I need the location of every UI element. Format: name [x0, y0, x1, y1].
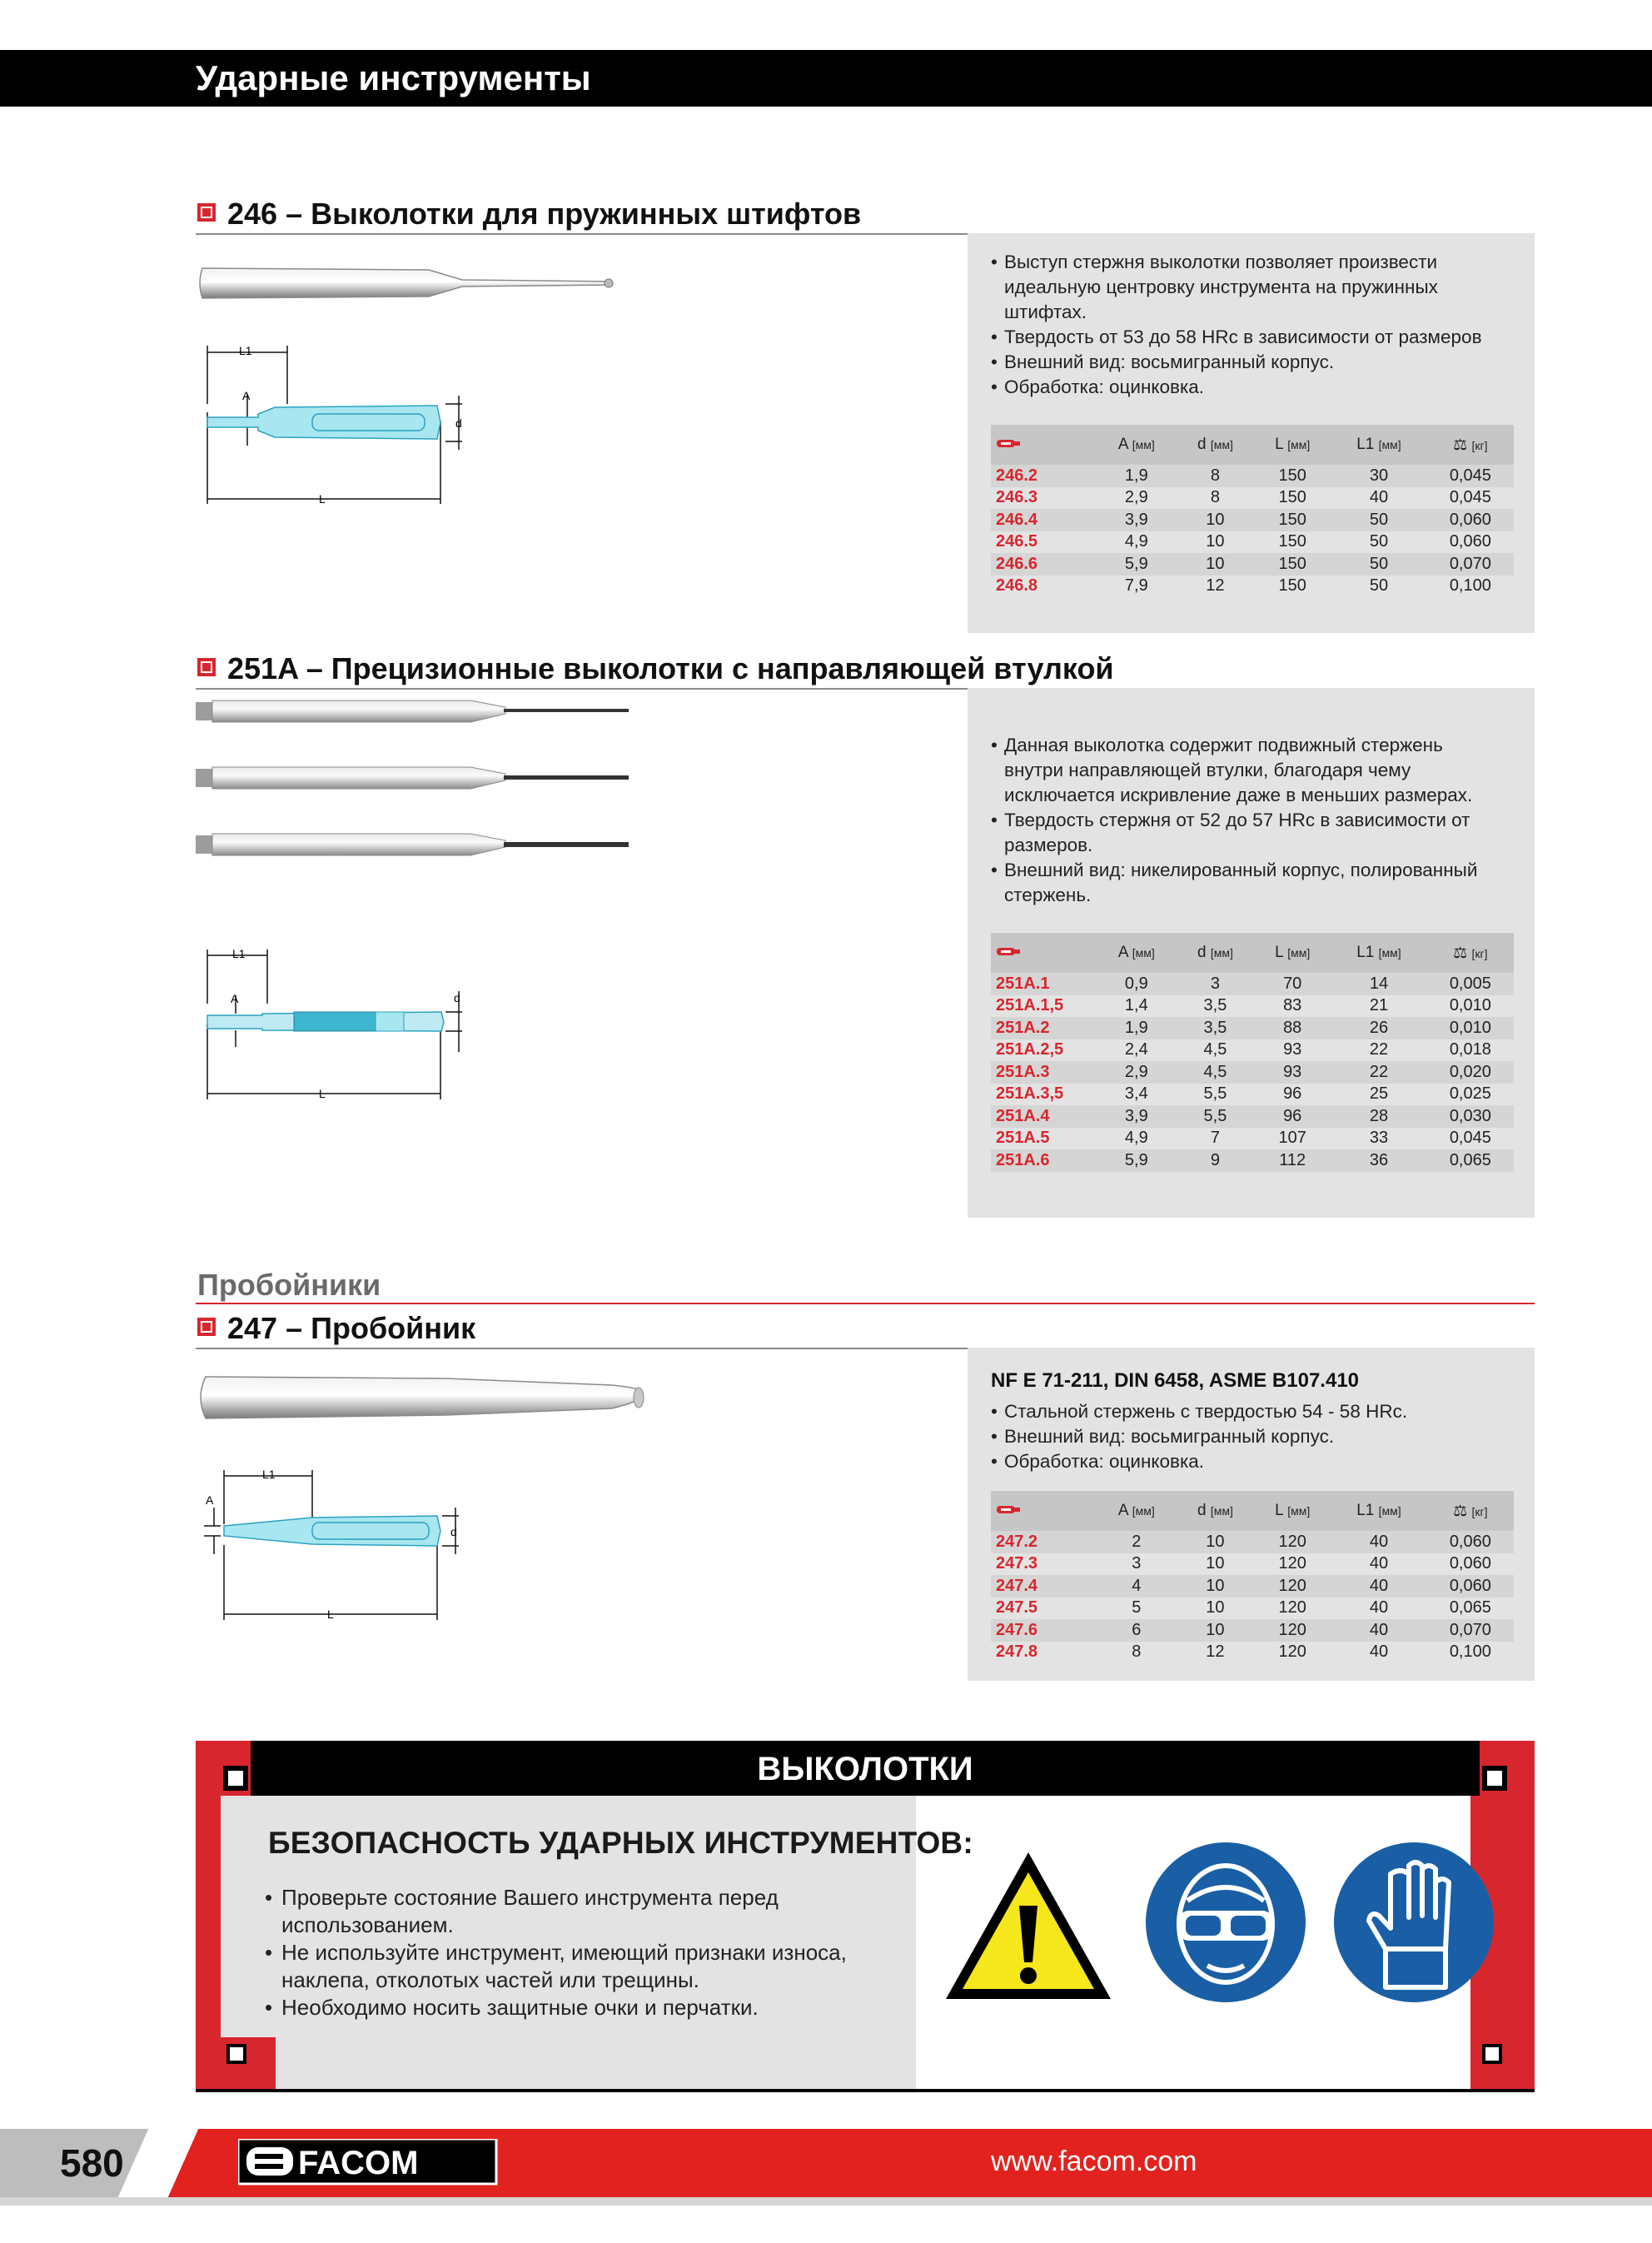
- info-panel-247: [968, 1348, 1535, 1681]
- feature-item: • Внешний вид: никелированный корпус, полированный стержень.: [991, 858, 1507, 908]
- feature-item: • Внешний вид: восьмигранный корпус.: [991, 350, 1524, 375]
- safety-item: • Проверьте состояние Вашего инструмента перед использованием.: [265, 1884, 914, 1939]
- category-title: Пробойники: [197, 1268, 381, 1302]
- col-header: d [мм]: [1177, 933, 1255, 973]
- table-row: 246.5 4,9 10 150 50 0,060: [991, 531, 1514, 554]
- info-panel-246: [968, 233, 1535, 633]
- safety-item: • Не используйте инструмент, имеющий признаки износа, наклепа, отколотых частей или трещины.: [265, 1939, 914, 1994]
- feature-item: • Внешний вид: восьмигранный корпус.: [991, 1424, 1507, 1449]
- table-row: 246.3 2,9 8 150 40 0,045: [991, 487, 1514, 510]
- page-title: Ударные инструменты: [196, 58, 591, 97]
- section-heading-247: [196, 1311, 1535, 1349]
- corner-decoration: [1482, 2044, 1502, 2064]
- col-header: L1 [мм]: [1331, 933, 1427, 973]
- table-row: 251A.3,5 3,4 5,5 96 25 0,025: [991, 1084, 1514, 1106]
- drawing-label-a: A: [231, 992, 239, 1005]
- table-row: 247.4 4 10 120 40 0,060: [991, 1575, 1514, 1598]
- spec-table-246: [991, 425, 1514, 597]
- drawing-label-l: L: [319, 1087, 326, 1100]
- drawing-label-l1: L1: [262, 1468, 276, 1481]
- safety-gloves-icon: [1332, 1841, 1495, 2004]
- table-row: 247.3 3 10 120 40 0,060: [991, 1553, 1514, 1576]
- col-header: d [мм]: [1177, 425, 1255, 465]
- table-row: 246.4 3,9 10 150 50 0,060: [991, 509, 1514, 531]
- tool-drawing-251a: [196, 945, 479, 1108]
- drawing-label-l: L: [319, 492, 326, 506]
- feature-item: • Обработка: оцинковка.: [991, 1449, 1507, 1474]
- warning-icon: [941, 1847, 1116, 2006]
- safety-list: [265, 1884, 914, 2021]
- col-header-weight: ⚖ [кг]: [1427, 933, 1514, 973]
- corner-decoration: [1487, 1771, 1502, 1786]
- table-row: 251A.1,5 1,4 3,5 83 21 0,010: [991, 995, 1514, 1018]
- table-row: 251A.6 5,9 9 112 36 0,065: [991, 1149, 1514, 1172]
- tool-photos-251a: [196, 695, 637, 887]
- drawing-label-d: d: [455, 416, 462, 430]
- col-header: L [мм]: [1254, 933, 1331, 973]
- corner-decoration: [228, 1771, 243, 1786]
- feature-item: • Обработка: оцинковка.: [991, 375, 1524, 400]
- table-row: 251A.5 4,9 7 107 33 0,045: [991, 1128, 1514, 1150]
- col-header: A [мм]: [1097, 425, 1177, 465]
- col-header: L1 [мм]: [1331, 1491, 1427, 1531]
- page-number: 580: [60, 2141, 124, 2185]
- feature-list-247: [991, 1399, 1507, 1474]
- drawing-label-l1: L1: [232, 947, 246, 960]
- section-title: 247 – Пробойник: [227, 1311, 476, 1345]
- col-header: L [мм]: [1254, 425, 1331, 465]
- col-header: L1 [мм]: [1331, 425, 1427, 465]
- tool-photo-247: [196, 1370, 645, 1428]
- weight-icon: ⚖: [1453, 436, 1468, 454]
- safety-item: • Необходимо носить защитные очки и перчатки.: [265, 1994, 914, 2021]
- feature-item: • Твердость стержня от 52 до 57 HRc в зависимости от размеров.: [991, 808, 1507, 858]
- table-row: 251A.4 3,9 5,5 96 28 0,030: [991, 1105, 1514, 1128]
- feature-item: • Выступ стержня выколотки позволяет произвести идеальную центровку инструмента на пружинных штифтах.: [991, 250, 1524, 325]
- weight-icon: ⚖: [1453, 1502, 1468, 1520]
- drawing-label-l1: L1: [239, 344, 252, 357]
- drawing-label-d: d: [450, 1525, 457, 1538]
- info-panel-251a: [968, 688, 1535, 1218]
- category-heading: [196, 1264, 1535, 1304]
- tool-drawing-246: [196, 337, 479, 512]
- corner-decoration: [226, 2044, 246, 2064]
- table-row: 247.2 2 10 120 40 0,060: [991, 1531, 1514, 1553]
- page-header-bar: [0, 50, 1652, 107]
- facom-logo: [238, 2139, 505, 2186]
- table-row: 247.5 5 10 120 40 0,065: [991, 1598, 1514, 1620]
- table-row: 247.6 6 10 120 40 0,070: [991, 1619, 1514, 1642]
- drawing-label-d: d: [454, 991, 460, 1004]
- feature-item: • Стальной стержень с твердостью 54 - 58 HRc.: [991, 1399, 1507, 1424]
- weight-icon: ⚖: [1453, 944, 1468, 962]
- safety-title: БЕЗОПАСНОСТЬ УДАРНЫХ ИНСТРУМЕНТОВ:: [268, 1826, 973, 1860]
- spec-table-251a: [991, 933, 1514, 1172]
- table-row: 247.8 8 12 120 40 0,100: [991, 1642, 1514, 1664]
- section-title: 246 – Выколотки для пружинных штифтов: [227, 197, 862, 231]
- brand-name: FACOM: [298, 2145, 419, 2181]
- col-header: L [мм]: [1254, 1491, 1331, 1531]
- feature-item: • Данная выколотка содержит подвижный стержень внутри направляющей втулки, благодаря чему исключается искривление даже в меньших размерах.: [991, 733, 1507, 808]
- section-bullet-icon: [197, 203, 216, 222]
- table-row: 246.2 1,9 8 150 30 0,045: [991, 465, 1514, 487]
- section-heading-246: [196, 197, 1535, 235]
- drawing-label-a: A: [242, 389, 251, 402]
- spec-table-247: [991, 1491, 1514, 1663]
- col-header: A [мм]: [1097, 1491, 1177, 1531]
- col-header-weight: ⚖ [кг]: [1427, 1491, 1514, 1531]
- safety-banner-title: ВЫКОЛОТКИ: [757, 1751, 973, 1787]
- corner-decoration: [1470, 2037, 1535, 2089]
- safety-goggles-icon: [1144, 1841, 1307, 2004]
- reference-icon: [991, 1491, 1097, 1531]
- table-row: 251A.2 1,9 3,5 88 26 0,010: [991, 1017, 1514, 1039]
- section-title: 251A – Прецизионные выколотки с направляющей втулкой: [227, 651, 1114, 685]
- table-row: 251A.1 0,9 3 70 14 0,005: [991, 973, 1514, 995]
- drawing-label-a: A: [206, 1493, 214, 1507]
- safety-bottom-rule: [196, 2089, 1535, 2092]
- table-row: 246.6 5,9 10 150 50 0,070: [991, 553, 1514, 576]
- footer-line: [0, 2197, 1652, 2206]
- tool-photo-246: [196, 250, 620, 317]
- section-heading-251a: [196, 651, 1535, 690]
- table-row: 246.8 7,9 12 150 50 0,100: [991, 576, 1514, 598]
- reference-icon: [991, 425, 1097, 465]
- table-row: 251A.3 2,9 4,5 93 22 0,020: [991, 1061, 1514, 1084]
- section-bullet-icon: [197, 1318, 216, 1336]
- tool-drawing-247: [196, 1466, 479, 1624]
- feature-list-251a: [991, 733, 1507, 908]
- reference-icon: [991, 933, 1097, 973]
- col-header: A [мм]: [1097, 933, 1177, 973]
- table-row: 251A.2,5 2,4 4,5 93 22 0,018: [991, 1039, 1514, 1062]
- section-bullet-icon: [197, 658, 216, 676]
- safety-banner: [196, 1741, 1535, 1796]
- col-header: d [мм]: [1177, 1491, 1255, 1531]
- feature-list-246: [991, 250, 1524, 400]
- left-border: [196, 1796, 221, 2091]
- feature-item: • Твердость от 53 до 58 HRc в зависимости от размеров: [991, 325, 1524, 350]
- standards-text: NF E 71-211, DIN 6458, ASME B107.410: [991, 1369, 1360, 1392]
- website-url: www.facom.com: [991, 2146, 1197, 2177]
- col-header-weight: ⚖ [кг]: [1427, 425, 1514, 465]
- drawing-label-l: L: [327, 1607, 334, 1621]
